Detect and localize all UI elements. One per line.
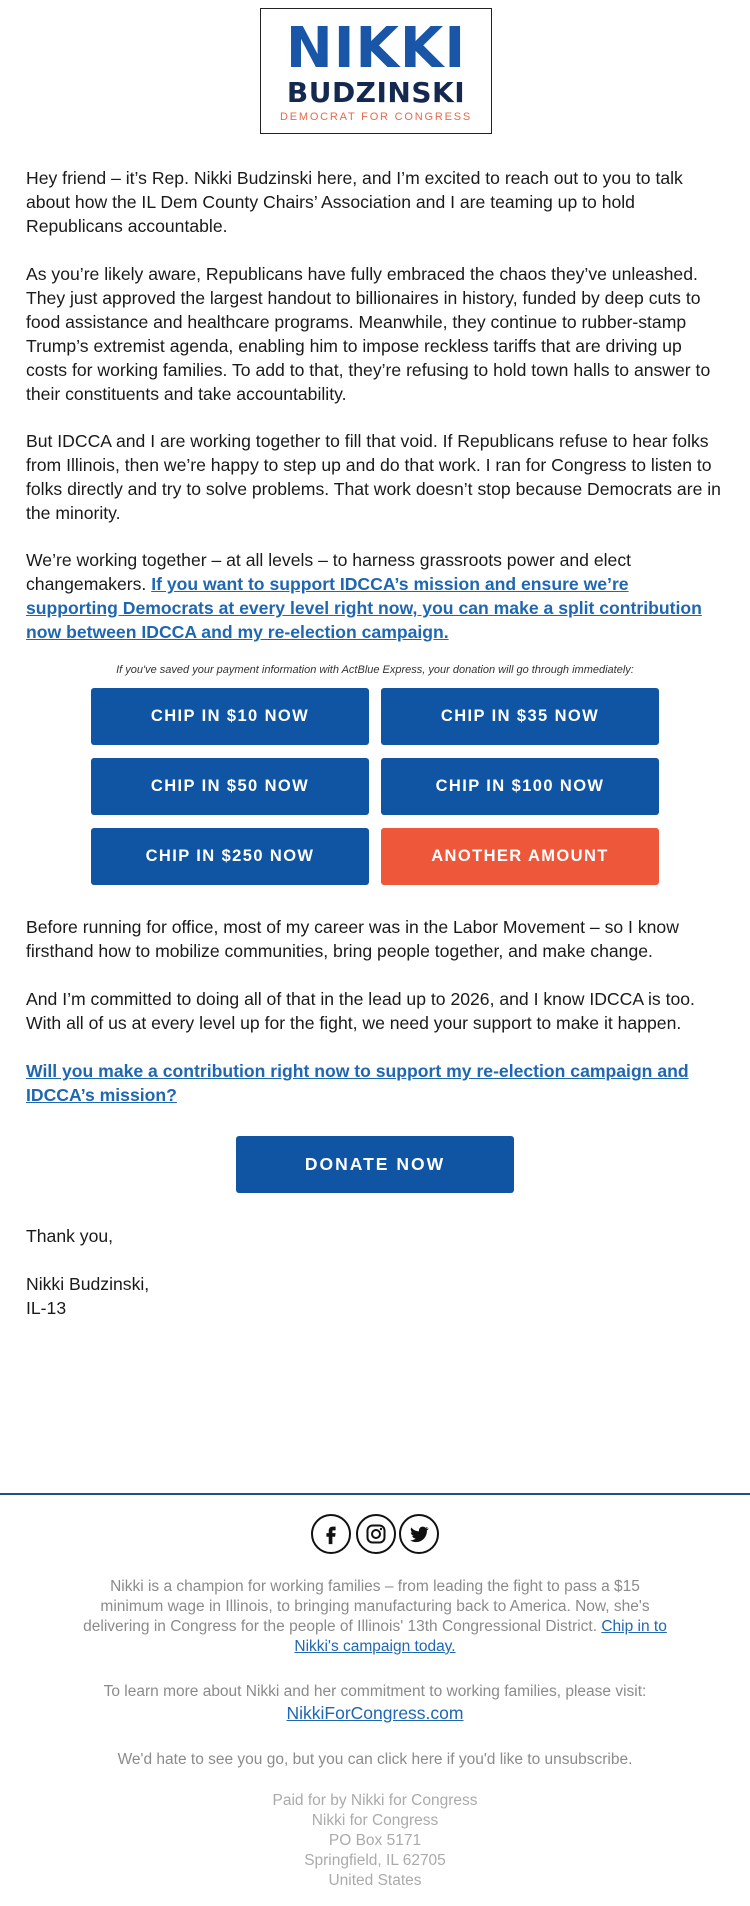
address-po-box: PO Box 5171 [328, 1832, 422, 1849]
paragraph-labor: Before running for office, most of my career was in the Labor Movement – so I know firsthand how to mobilize communities, bring people together, and make change. [26, 917, 679, 961]
paragraph-ask [26, 1059, 724, 1107]
paragraph-republicans: As you’re likely aware, Republicans have fully embraced the chaos they’ve unleashed. They just approved the largest handout to billionaires in history, funded by deep cuts to food assistance and healthcare programs. Meanwhile, they continue to rubber-stamp Trump’s extremist agenda, enabling him to impose reckless tariffs that are driving up costs for working families. To add to that, they’re refusing to hold town halls to answer to their constituents and take accountability. [26, 264, 711, 404]
address-country: United States [328, 1872, 422, 1889]
footer-site [80, 1703, 670, 1725]
address-city: Springfield, IL 62705 [304, 1852, 446, 1869]
footer-learn-more: To learn more about Nikki and her commitment to working families, please visit: [103, 1683, 647, 1700]
signoff: Thank you, [26, 1226, 114, 1246]
chip-in-10-button[interactable]: CHIP IN $10 NOW [91, 688, 369, 745]
address-org: Nikki for Congress [311, 1812, 439, 1829]
signature-district: IL-13 [26, 1298, 67, 1318]
logo-tagline: DEMOCRAT FOR CONGRESS [279, 111, 472, 123]
signature-name: Nikki Budzinski, [26, 1274, 150, 1294]
instagram-icon[interactable] [356, 1514, 396, 1554]
paragraph-commitment: And I’m committed to doing all of that in the lead up to 2026, and I know IDCCA is too. With all of us at every level up for the fight, we need your support to make it happen. [26, 989, 695, 1033]
actblue-express-note: If you've saved your payment information with ActBlue Express, your donation will go through immediately: [116, 664, 634, 676]
logo-name: NIKKI [285, 16, 467, 81]
chip-in-50-button[interactable]: CHIP IN $50 NOW [91, 758, 369, 815]
paragraph-idcca: But IDCCA and I are working together to fill that void. If Republicans refuse to hear folks from Illinois, then we’re happy to step up and do that work. I ran for Congress to listen to folks directly and try to solve problems. That work doesn’t stop because Democrats are in the minority. [26, 431, 721, 523]
chip-in-250-button[interactable]: CHIP IN $250 NOW [91, 828, 369, 885]
facebook-icon[interactable] [311, 1514, 351, 1554]
footer-bio-text: Nikki is a champion for working families – from leading the fight to pass a $15 minimum wage in Illinois, to bringing manufacturing back to America. Now, she's delivering in Congress for the people of Illinois' 13th Congressional District. [83, 1578, 650, 1635]
chip-in-100-button[interactable]: CHIP IN $100 NOW [381, 758, 659, 815]
paid-for-disclaimer: Paid for by Nikki for Congress [272, 1792, 478, 1809]
logo-surname: BUDZINSKI [286, 76, 466, 109]
twitter-icon[interactable] [399, 1514, 439, 1554]
nikki-for-congress-link[interactable]: NikkiForCongress.com [286, 1703, 464, 1723]
unsubscribe-text[interactable]: We'd hate to see you go, but you can click here if you'd like to unsubscribe. [117, 1751, 633, 1768]
donate-now-button[interactable]: DONATE NOW [236, 1136, 514, 1193]
paragraph-text: We’re working together – at all levels – to harness grassroots power and elect changemakers. [26, 550, 632, 594]
chip-in-campaign-link[interactable]: Chip in to Nikki's campaign today. [294, 1618, 667, 1655]
contribution-ask-link[interactable]: Will you make a contribution right now to support my re-election campaign and IDCCA’s mission? [26, 1061, 689, 1105]
footer-bio [80, 1577, 670, 1657]
another-amount-button[interactable]: ANOTHER AMOUNT [381, 828, 659, 885]
split-contribution-link[interactable]: If you want to support IDCCA’s mission and ensure we’re supporting Democrats at every level right now, you can make a split contribution now between IDCCA and my re-election campaign. [26, 574, 702, 642]
paragraph-intro: Hey friend – it’s Rep. Nikki Budzinski here, and I’m excited to reach out to you to talk about how the IL Dem County Chairs’ Association and I are teaming up to hold Republicans accountable. [26, 168, 683, 236]
chip-in-35-button[interactable]: CHIP IN $35 NOW [381, 688, 659, 745]
campaign-logo [260, 8, 492, 134]
paragraph-working-together [26, 548, 724, 644]
footer-divider [0, 1493, 750, 1495]
